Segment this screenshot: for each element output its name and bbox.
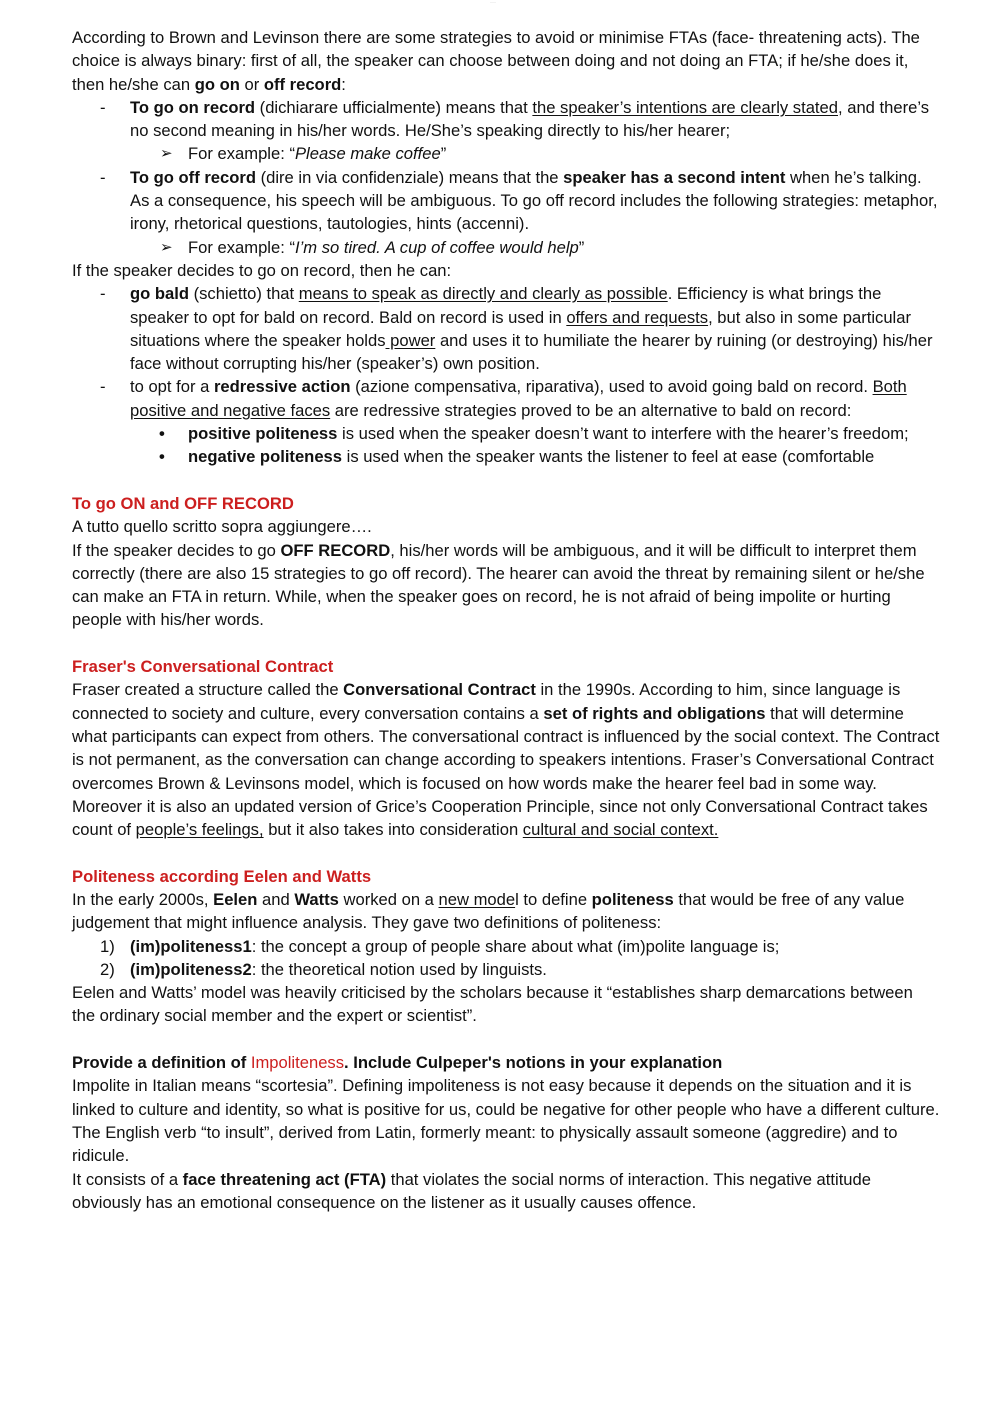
text: that will determine what participants can expect from others. The conversational contract is influenced by the social context. The Contract is not permanent, as the conversation can change according to speakers intentions. Fraser’s Conversational Contract overcomes Brown & Levinsons model, which is focused on how words make the hearer feel bad in some way. — [72, 703, 940, 793]
list-item-on-record — [72, 96, 940, 143]
text: when he’s talking. As a consequence, his speech will be ambiguous. To go off record includes the following strategies: metaphor, irony, rhetorical questions, tautologies, hints (accenni). — [130, 167, 938, 234]
text: in the 1990s. According to him, since language is connected to society and culture, every conversation contains a — [72, 680, 901, 723]
example-quote: I’m so tired. A cup of coffee would help — [294, 237, 579, 257]
example-quote: Please make coffee — [294, 144, 441, 164]
red-text: Impoliteness — [250, 1053, 345, 1073]
text: In the early 2000s, — [72, 889, 214, 909]
example-on-record — [72, 142, 940, 165]
bold-text: positive politeness — [188, 424, 338, 444]
bold-text: Watts — [294, 889, 339, 909]
dash-bullet: - — [100, 377, 106, 397]
underlined-text: people’s feelings, — [135, 820, 264, 840]
redressive-term: redressive action — [213, 377, 351, 397]
numbered-item — [72, 935, 940, 958]
numbered-item — [72, 958, 940, 981]
text: are redressive strategies proved to be an alternative to bald on record: — [330, 400, 852, 420]
text: and uses it to humiliate the hearer by ruining (or destroying) his/her face without corrupting his/her (speaker’s) own position. — [130, 330, 933, 374]
note-line: A tutto quello scritto sopra aggiungere…. — [72, 517, 372, 537]
underlined-text: new mode — [438, 889, 516, 909]
intro-text: : — [341, 74, 346, 94]
text: : the theoretical notion used by linguists. — [251, 959, 547, 979]
text: is used when the speaker wants the listener to feel at ease (comfortable — [342, 447, 875, 467]
text: If the speaker decides to go — [72, 540, 281, 560]
text: It consists of a — [72, 1169, 183, 1189]
bold-text: politeness — [591, 889, 674, 909]
bold-text: (im)politeness2 — [130, 959, 252, 979]
bold-text: (im)politeness1 — [130, 936, 252, 956]
arrow-bullet-icon: ➢ — [160, 238, 173, 256]
text: (azione compensativa, riparativa), used to avoid going bald on record. — [350, 377, 873, 397]
list-item-negative-politeness — [72, 445, 940, 468]
underlined-text: the speaker’s intentions are clearly stated — [532, 97, 838, 117]
intro-bold-go-on: go on — [194, 74, 240, 94]
text: to opt for a — [130, 377, 214, 397]
list-item-redressive — [72, 375, 940, 422]
text: , but also in some particular situations where the speaker holds — [130, 307, 911, 350]
bold-text: speaker has a second intent — [563, 167, 786, 187]
page-mark: ··· — [490, 0, 496, 6]
bold-text: face threatening act (FTA) — [182, 1169, 387, 1189]
bold-text: Provide a definition of — [72, 1053, 251, 1073]
eelen-paragraph — [72, 888, 940, 935]
bold-text: OFF RECORD — [280, 540, 391, 560]
text: that would be free of any value judgement that might influence analysis. They gave two definitions of politeness: — [72, 889, 905, 933]
text: l to define — [515, 889, 592, 909]
bullet-icon: • — [159, 424, 165, 444]
bold-text: Conversational Contract — [343, 680, 536, 700]
bold-text: negative politeness — [188, 447, 343, 467]
fraser-paragraph-2 — [72, 795, 940, 842]
underlined-text: power — [385, 330, 436, 350]
bold-text: Eelen — [213, 889, 258, 909]
example-off-record — [72, 236, 940, 259]
underlined-text: offers and requests — [566, 307, 709, 327]
intro-bold-off-record: off record — [263, 74, 342, 94]
text: For example: “ — [188, 237, 295, 257]
text: that violates the social norms of interaction. This negative attitude obviously has an emotional consequence on the listener as it usually causes offence. — [72, 1169, 871, 1212]
dash-bullet: - — [100, 97, 106, 117]
dash-bullet: - — [100, 284, 106, 304]
text: Fraser created a structure called the — [72, 680, 344, 700]
if-record-line: If the speaker decides to go on record, then he can: — [72, 260, 452, 280]
underlined-text: cultural and social context. — [522, 820, 719, 840]
list-item-off-record — [72, 166, 940, 236]
text: is used when the speaker doesn’t want to interfere with the hearer’s freedom; — [337, 424, 909, 444]
impoliteness-paragraph-1: Impolite in Italian means “scortesia”. Defining impoliteness is not easy because it depends on the situation and it is linked to culture and identity, so what is positive for us, could be negative for other people who have a different culture. The English verb “to insult”, derived from Latin, formerly meant: to physically assault someone (aggredire) and to ridicule. — [72, 1076, 940, 1166]
go-bald-term: go bald — [130, 284, 189, 304]
bold-text: set of rights and obligations — [543, 703, 766, 723]
text: , his/her words will be ambiguous, and it will be difficult to interpret them correctly (there are also 15 strategies to go off record). The hearer can avoid the threat by remaining silent or he/she can make an FTA in return. While, when the speaker goes on record, he is not afraid of being impolite or hurting people with his/her words. — [72, 540, 925, 630]
text: (dire in via confidenziale) means that the — [255, 167, 564, 187]
eelen-closing: Eelen and Watts’ model was heavily criticised by the scholars because it “establishes sharp demarcations between the ordinary social member and the expert or scientist”. — [72, 983, 913, 1026]
item-number: 1) — [100, 936, 115, 956]
on-off-paragraph — [72, 539, 940, 632]
text: (schietto) that — [189, 284, 299, 304]
arrow-bullet-icon: ➢ — [160, 145, 173, 163]
underlined-text: Both positive and negative faces — [130, 377, 907, 420]
bullet-icon: • — [159, 447, 165, 467]
text: . Efficiency is what brings the speaker to opt for bald on record. Bald on record is used in — [130, 284, 882, 327]
text: and — [257, 889, 295, 909]
heading-on-off-record: To go ON and OFF RECORD — [72, 493, 294, 513]
intro-text: or — [239, 74, 264, 94]
intro-paragraph — [72, 26, 940, 96]
item-number: 2) — [100, 959, 115, 979]
heading-fraser: Fraser's Conversational Contract — [72, 657, 334, 677]
heading-eelen-watts: Politeness according Eelen and Watts — [72, 866, 372, 886]
heading-impoliteness — [72, 1051, 940, 1074]
text: worked on a — [338, 889, 439, 909]
dash-bullet: - — [100, 167, 106, 187]
intro-text: According to Brown and Levinson there are some strategies to avoid or minimise FTAs (face- threatening acts). The choice is always binary: first of all, the speaker can choose between doing and not doing an FTA; if he/she does it, then he/she can — [72, 28, 920, 94]
text: Moreover it is also an updated version of Grice’s Cooperation Principle, since not only Conversational Contract takes count of — [72, 796, 928, 840]
text: but it also takes into consideration — [263, 820, 523, 840]
list-item-positive-politeness — [72, 422, 940, 445]
text: For example: “ — [188, 144, 295, 164]
text: (dichiarare ufficialmente) means that — [255, 97, 533, 117]
text: ” — [578, 237, 585, 257]
fraser-paragraph-1 — [72, 678, 940, 794]
impoliteness-paragraph-2 — [72, 1168, 940, 1215]
bold-text: . Include Culpeper's notions in your explanation — [344, 1053, 723, 1073]
list-item-go-bald — [72, 282, 940, 375]
text: ” — [440, 144, 447, 164]
on-record-term: To go on record — [130, 97, 256, 117]
document-page — [72, 26, 940, 1214]
underlined-text: means to speak as directly and clearly as possible — [298, 284, 668, 304]
text: : the concept a group of people share about what (im)polite language is; — [251, 936, 780, 956]
text: , and there’s no second meaning in his/her words. He/She’s speaking directly to his/her hearer; — [130, 97, 930, 141]
off-record-term: To go off record — [130, 167, 256, 187]
